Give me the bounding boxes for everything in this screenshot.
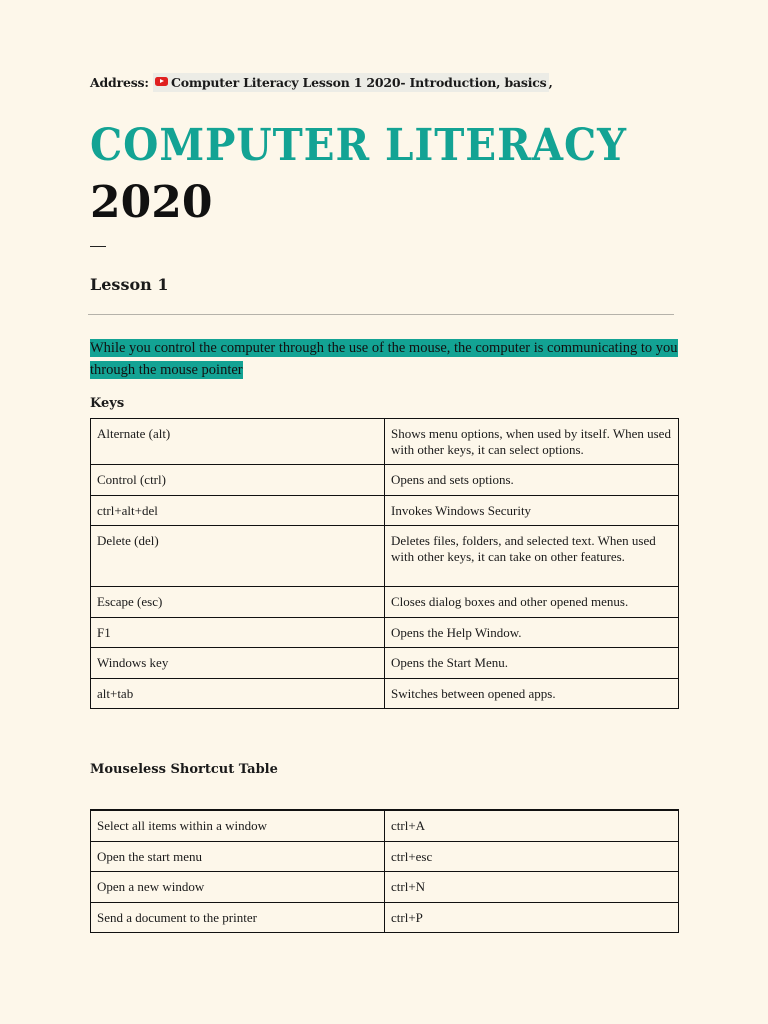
- table-row: [91, 678, 679, 709]
- key-cell: Delete (del): [91, 526, 385, 587]
- page-title-year: 2020: [90, 177, 213, 228]
- table-row: [91, 872, 679, 903]
- divider: [88, 314, 674, 315]
- table-row: [91, 587, 679, 618]
- youtube-icon: [155, 77, 168, 86]
- description-cell: Switches between opened apps.: [385, 678, 679, 709]
- key-cell: Alternate (alt): [91, 419, 385, 465]
- shortcut-cell: ctrl+esc: [385, 841, 679, 872]
- table-row: [91, 810, 679, 841]
- action-cell: Select all items within a window: [91, 810, 385, 841]
- action-cell: Send a document to the printer: [91, 902, 385, 933]
- key-cell: alt+tab: [91, 678, 385, 709]
- table-row: [91, 648, 679, 679]
- table-row: [91, 495, 679, 526]
- address-line: [90, 75, 553, 90]
- key-cell: F1: [91, 617, 385, 648]
- shortcut-cell: ctrl+A: [385, 810, 679, 841]
- description-cell: Deletes files, folders, and selected text. When used with other keys, it can take on other features.: [385, 526, 679, 587]
- description-cell: Shows menu options, when used by itself. When used with other keys, it can select options.: [385, 419, 679, 465]
- address-label: Address:: [90, 75, 149, 90]
- keys-table: [90, 418, 679, 709]
- video-link[interactable]: [153, 73, 549, 92]
- description-cell: Opens the Start Menu.: [385, 648, 679, 679]
- table-row: [91, 841, 679, 872]
- action-cell: Open a new window: [91, 872, 385, 903]
- key-cell: Escape (esc): [91, 587, 385, 618]
- description-cell: Opens and sets options.: [385, 465, 679, 496]
- lesson-heading: Lesson 1: [90, 275, 169, 294]
- intro-paragraph: [90, 337, 680, 381]
- action-cell: Open the start menu: [91, 841, 385, 872]
- shortcuts-heading: Mouseless Shortcut Table: [90, 762, 278, 777]
- table-row: [91, 419, 679, 465]
- description-cell: Invokes Windows Security: [385, 495, 679, 526]
- shortcuts-table: [90, 809, 679, 933]
- description-cell: Opens the Help Window.: [385, 617, 679, 648]
- address-trailing: ,: [548, 75, 553, 90]
- video-link-text: Computer Literacy Lesson 1 2020- Introduction, basics: [170, 75, 547, 90]
- shortcut-cell: ctrl+P: [385, 902, 679, 933]
- shortcut-cell: ctrl+N: [385, 872, 679, 903]
- description-cell: Closes dialog boxes and other opened menus.: [385, 587, 679, 618]
- table-row: [91, 526, 679, 587]
- table-row: [91, 617, 679, 648]
- key-cell: Windows key: [91, 648, 385, 679]
- table-row: [91, 902, 679, 933]
- key-cell: ctrl+alt+del: [91, 495, 385, 526]
- table-row: [91, 465, 679, 496]
- title-underline: [90, 246, 106, 247]
- intro-highlight: While you control the computer through the use of the mouse, the computer is communicating to you through the mouse pointer: [90, 340, 678, 378]
- page-title: COMPUTER LITERACY: [90, 120, 627, 171]
- key-cell: Control (ctrl): [91, 465, 385, 496]
- keys-heading: Keys: [90, 396, 125, 411]
